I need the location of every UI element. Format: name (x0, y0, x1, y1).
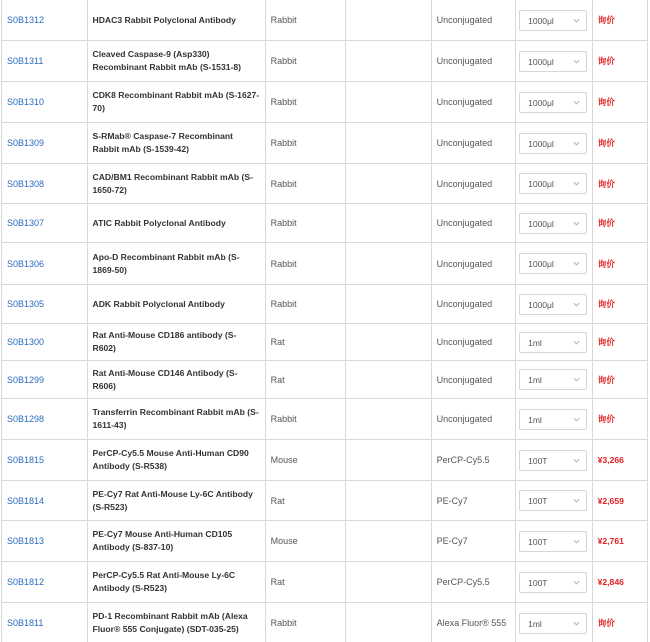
price-value[interactable]: 询价 (597, 618, 615, 628)
size-select[interactable] (519, 294, 587, 315)
size-select-value: 1000μl (528, 97, 554, 108)
catalog-cell (2, 603, 88, 642)
size-select-value: 1ml (528, 618, 542, 629)
catalog-number-link[interactable]: S0B1311 (7, 56, 44, 66)
size-select-value: 1000μl (528, 138, 554, 149)
size-cell (516, 243, 592, 285)
price-value[interactable]: ¥2,846 (597, 577, 624, 587)
host-cell: Rabbit (265, 164, 345, 204)
host-cell: Rabbit (265, 204, 345, 243)
product-name: Rat Anti-Mouse CD146 Antibody (S-R606) (92, 367, 238, 391)
conjugate-cell: PE-Cy7 (431, 481, 516, 521)
product-name-cell (87, 164, 265, 204)
price-value[interactable]: 询价 (597, 97, 615, 107)
host-cell: Rabbit (265, 0, 345, 41)
conjugate-cell: Unconjugated (431, 243, 516, 285)
size-select[interactable] (519, 213, 587, 234)
chevron-down-icon (572, 537, 581, 546)
catalog-number-link[interactable]: S0B1812 (7, 577, 45, 587)
price-cell (592, 123, 647, 164)
size-select-value: 100T (528, 496, 548, 506)
host-cell: Rat (265, 562, 345, 603)
application-cell (346, 324, 432, 361)
size-cell (516, 0, 592, 41)
conjugate-cell: Unconjugated (431, 399, 516, 440)
application-cell (346, 399, 432, 440)
catalog-cell (2, 204, 88, 243)
conjugate-cell: PerCP-Cy5.5 (431, 440, 516, 481)
product-name: PE-Cy7 Rat Anti-Mouse Ly-6C Antibody (S-R523) (92, 488, 253, 512)
product-name: ATIC Rabbit Polyclonal Antibody (92, 217, 226, 228)
product-name-cell (87, 521, 265, 562)
catalog-number-link[interactable]: S0B1305 (7, 299, 45, 309)
table-row (2, 603, 648, 642)
size-select-value: 1ml (528, 414, 542, 425)
price-value[interactable]: 询价 (597, 15, 615, 25)
product-name: PerCP-Cy5.5 Rat Anti-Mouse Ly-6C Antibody (S-R523) (92, 570, 236, 593)
chevron-down-icon (572, 259, 581, 268)
size-select[interactable] (519, 531, 587, 552)
application-cell (346, 123, 432, 164)
host-cell: Mouse (265, 440, 345, 481)
price-value[interactable]: 询价 (597, 337, 615, 347)
price-value[interactable]: 询价 (597, 178, 615, 189)
catalog-number-link[interactable]: S0B1308 (7, 178, 45, 189)
product-name: PE-Cy7 Mouse Anti-Human CD105 Antibody (S-837-10) (92, 529, 233, 552)
size-select[interactable] (519, 369, 587, 390)
catalog-number-link[interactable]: S0B1309 (7, 138, 45, 148)
table-row (2, 0, 648, 41)
product-name-cell (87, 41, 265, 82)
price-value[interactable]: ¥3,266 (597, 455, 624, 465)
price-cell (592, 164, 647, 204)
host-cell: Rat (265, 361, 345, 399)
price-cell (592, 0, 647, 41)
size-select[interactable] (519, 572, 587, 593)
product-name: CDK8 Recombinant Rabbit mAb (S-1627-70) (92, 90, 260, 113)
product-name: CAD/BM1 Recombinant Rabbit mAb (S-1650-72) (92, 171, 253, 195)
application-cell (346, 481, 432, 521)
price-cell (592, 243, 647, 285)
conjugate-cell: Unconjugated (431, 285, 516, 324)
product-name-cell (87, 285, 265, 324)
product-name-cell (87, 440, 265, 481)
size-select[interactable] (519, 133, 587, 154)
table-row (2, 82, 648, 123)
chevron-down-icon (572, 375, 581, 384)
application-cell (346, 41, 432, 82)
host-cell: Rabbit (265, 243, 345, 285)
product-name-cell (87, 123, 265, 164)
host-cell: Rat (265, 324, 345, 361)
catalog-number-link[interactable]: S0B1299 (7, 374, 45, 385)
catalog-cell (2, 285, 88, 324)
catalog-number-link[interactable]: S0B1813 (7, 536, 45, 546)
size-select-value: 1000μl (528, 299, 554, 310)
application-cell (346, 562, 432, 603)
price-value[interactable]: ¥2,761 (597, 536, 624, 546)
catalog-cell (2, 361, 88, 399)
product-name: S-RMab® Caspase-7 Recombinant Rabbit mAb (S-1539-42) (92, 131, 234, 154)
application-cell (346, 82, 432, 123)
chevron-down-icon (572, 578, 581, 587)
size-select-value: 1000μl (528, 259, 554, 269)
size-select-value: 1ml (528, 337, 542, 348)
size-cell (516, 82, 592, 123)
price-cell (592, 324, 647, 361)
chevron-down-icon (572, 219, 581, 228)
size-select[interactable] (519, 253, 587, 274)
conjugate-cell: Unconjugated (431, 164, 516, 204)
table-row (2, 123, 648, 164)
conjugate-cell: Unconjugated (431, 0, 516, 41)
size-select-value: 1000μl (528, 218, 554, 229)
size-cell (516, 285, 592, 324)
table-row (2, 324, 648, 361)
catalog-number-link[interactable]: S0B1310 (7, 97, 45, 107)
price-value[interactable]: 询价 (597, 374, 615, 385)
table-row (2, 399, 648, 440)
table-row (2, 204, 648, 243)
catalog-number-link[interactable]: S0B1307 (7, 218, 45, 228)
product-name-cell (87, 361, 265, 399)
product-name: Apo-D Recombinant Rabbit mAb (S-1869-50) (92, 251, 240, 275)
product-name-cell (87, 603, 265, 642)
host-cell: Rabbit (265, 603, 345, 642)
catalog-cell (2, 164, 88, 204)
catalog-cell (2, 521, 88, 562)
price-cell (592, 82, 647, 123)
price-cell (592, 41, 647, 82)
chevron-down-icon (572, 456, 581, 465)
application-cell (346, 164, 432, 204)
conjugate-cell: Unconjugated (431, 361, 516, 399)
application-cell (346, 521, 432, 562)
product-name-cell (87, 481, 265, 521)
chevron-down-icon (572, 16, 581, 25)
price-cell (592, 204, 647, 243)
size-cell (516, 41, 592, 82)
size-cell (516, 361, 592, 399)
size-cell (516, 164, 592, 204)
host-cell: Mouse (265, 521, 345, 562)
product-name: Transferrin Recombinant Rabbit mAb (S-1611-43) (92, 407, 259, 430)
chevron-down-icon (572, 139, 581, 148)
catalog-cell (2, 399, 88, 440)
price-cell (592, 603, 647, 642)
product-name: PerCP-Cy5.5 Mouse Anti-Human CD90 Antibody (S-R538) (92, 448, 249, 471)
size-select-value: 1000μl (528, 179, 554, 189)
price-value[interactable]: 询价 (597, 56, 615, 66)
catalog-number-link[interactable]: S0B1814 (7, 495, 45, 506)
size-select[interactable] (519, 332, 587, 353)
application-cell (346, 361, 432, 399)
conjugate-cell: Unconjugated (431, 123, 516, 164)
size-select-value: 1000μl (528, 56, 554, 67)
product-name-cell (87, 204, 265, 243)
conjugate-cell: PerCP-Cy5.5 (431, 562, 516, 603)
conjugate-cell: Unconjugated (431, 324, 516, 361)
catalog-number-link[interactable]: S0B1300 (7, 337, 45, 347)
conjugate-cell: Alexa Fluor® 555 (431, 603, 516, 642)
host-cell: Rabbit (265, 82, 345, 123)
host-cell: Rabbit (265, 285, 345, 324)
size-select[interactable] (519, 10, 587, 31)
price-cell (592, 361, 647, 399)
price-value[interactable]: 询价 (597, 258, 615, 269)
host-cell: Rabbit (265, 123, 345, 164)
size-cell (516, 204, 592, 243)
chevron-down-icon (572, 300, 581, 309)
catalog-number-link[interactable]: S0B1312 (7, 15, 45, 25)
application-cell (346, 440, 432, 481)
price-value[interactable]: 询价 (597, 414, 615, 424)
chevron-down-icon (572, 338, 581, 347)
product-name-cell (87, 562, 265, 603)
product-name-cell (87, 0, 265, 41)
host-cell: Rabbit (265, 399, 345, 440)
catalog-cell (2, 324, 88, 361)
conjugate-cell: Unconjugated (431, 82, 516, 123)
catalog-cell (2, 0, 88, 41)
chevron-down-icon (572, 179, 581, 188)
product-name-cell (87, 399, 265, 440)
application-cell (346, 285, 432, 324)
catalog-cell (2, 562, 88, 603)
catalog-cell (2, 440, 88, 481)
size-select-value: 100T (528, 577, 548, 588)
price-value[interactable]: 询价 (597, 138, 615, 148)
table-row (2, 521, 648, 562)
table-row (2, 41, 648, 82)
price-value[interactable]: 询价 (597, 218, 615, 228)
product-name: ADK Rabbit Polyclonal Antibody (92, 298, 225, 309)
size-cell (516, 481, 592, 521)
catalog-number-link[interactable]: S0B1298 (7, 414, 45, 424)
application-cell (346, 603, 432, 642)
size-select[interactable] (519, 450, 587, 471)
host-cell: Rat (265, 481, 345, 521)
size-cell (516, 324, 592, 361)
product-table-body (2, 0, 648, 642)
size-cell (516, 562, 592, 603)
size-select[interactable] (519, 409, 587, 430)
price-cell (592, 481, 647, 521)
size-select-value: 100T (528, 455, 548, 466)
application-cell (346, 0, 432, 41)
catalog-number-link[interactable]: S0B1306 (7, 258, 45, 269)
application-cell (346, 204, 432, 243)
size-select-value: 1000μl (528, 15, 554, 26)
table-row (2, 243, 648, 285)
catalog-cell (2, 123, 88, 164)
application-cell (346, 243, 432, 285)
product-table (1, 0, 648, 642)
chevron-down-icon (572, 619, 581, 628)
table-row (2, 361, 648, 399)
table-row (2, 562, 648, 603)
product-name: Cleaved Caspase-9 (Asp330) Recombinant Rabbit mAb (S-1531-8) (92, 49, 242, 72)
price-cell (592, 521, 647, 562)
conjugate-cell: Unconjugated (431, 204, 516, 243)
table-row (2, 481, 648, 521)
size-cell (516, 440, 592, 481)
size-select[interactable] (519, 51, 587, 72)
price-value[interactable]: 询价 (597, 299, 615, 309)
size-cell (516, 603, 592, 642)
size-select-value: 100T (528, 536, 548, 547)
price-cell (592, 440, 647, 481)
size-cell (516, 399, 592, 440)
price-cell (592, 562, 647, 603)
size-select[interactable] (519, 613, 587, 634)
chevron-down-icon (572, 496, 581, 505)
catalog-cell (2, 82, 88, 123)
size-select[interactable] (519, 173, 587, 194)
product-name: Rat Anti-Mouse CD186 antibody (S-R602) (92, 330, 237, 353)
catalog-cell (2, 243, 88, 285)
table-row (2, 440, 648, 481)
size-select[interactable] (519, 490, 587, 511)
chevron-down-icon (572, 98, 581, 107)
price-cell (592, 399, 647, 440)
product-name-cell (87, 324, 265, 361)
chevron-down-icon (572, 57, 581, 66)
product-name-cell (87, 243, 265, 285)
product-name-cell (87, 82, 265, 123)
host-cell: Rabbit (265, 41, 345, 82)
chevron-down-icon (572, 415, 581, 424)
conjugate-cell: Unconjugated (431, 41, 516, 82)
conjugate-cell: PE-Cy7 (431, 521, 516, 562)
size-cell (516, 123, 592, 164)
product-name: PD-1 Recombinant Rabbit mAb (Alexa Fluor® 555 Conjugate) (SDT-035-25) (92, 611, 248, 634)
catalog-cell (2, 481, 88, 521)
catalog-cell (2, 41, 88, 82)
size-select[interactable] (519, 92, 587, 113)
price-cell (592, 285, 647, 324)
size-cell (516, 521, 592, 562)
product-name: HDAC3 Rabbit Polyclonal Antibody (92, 14, 236, 25)
catalog-number-link[interactable]: S0B1815 (7, 455, 45, 465)
price-value[interactable]: ¥2,659 (597, 495, 624, 506)
table-row (2, 285, 648, 324)
catalog-number-link[interactable]: S0B1811 (7, 618, 44, 628)
size-select-value: 1ml (528, 375, 542, 385)
table-row (2, 164, 648, 204)
